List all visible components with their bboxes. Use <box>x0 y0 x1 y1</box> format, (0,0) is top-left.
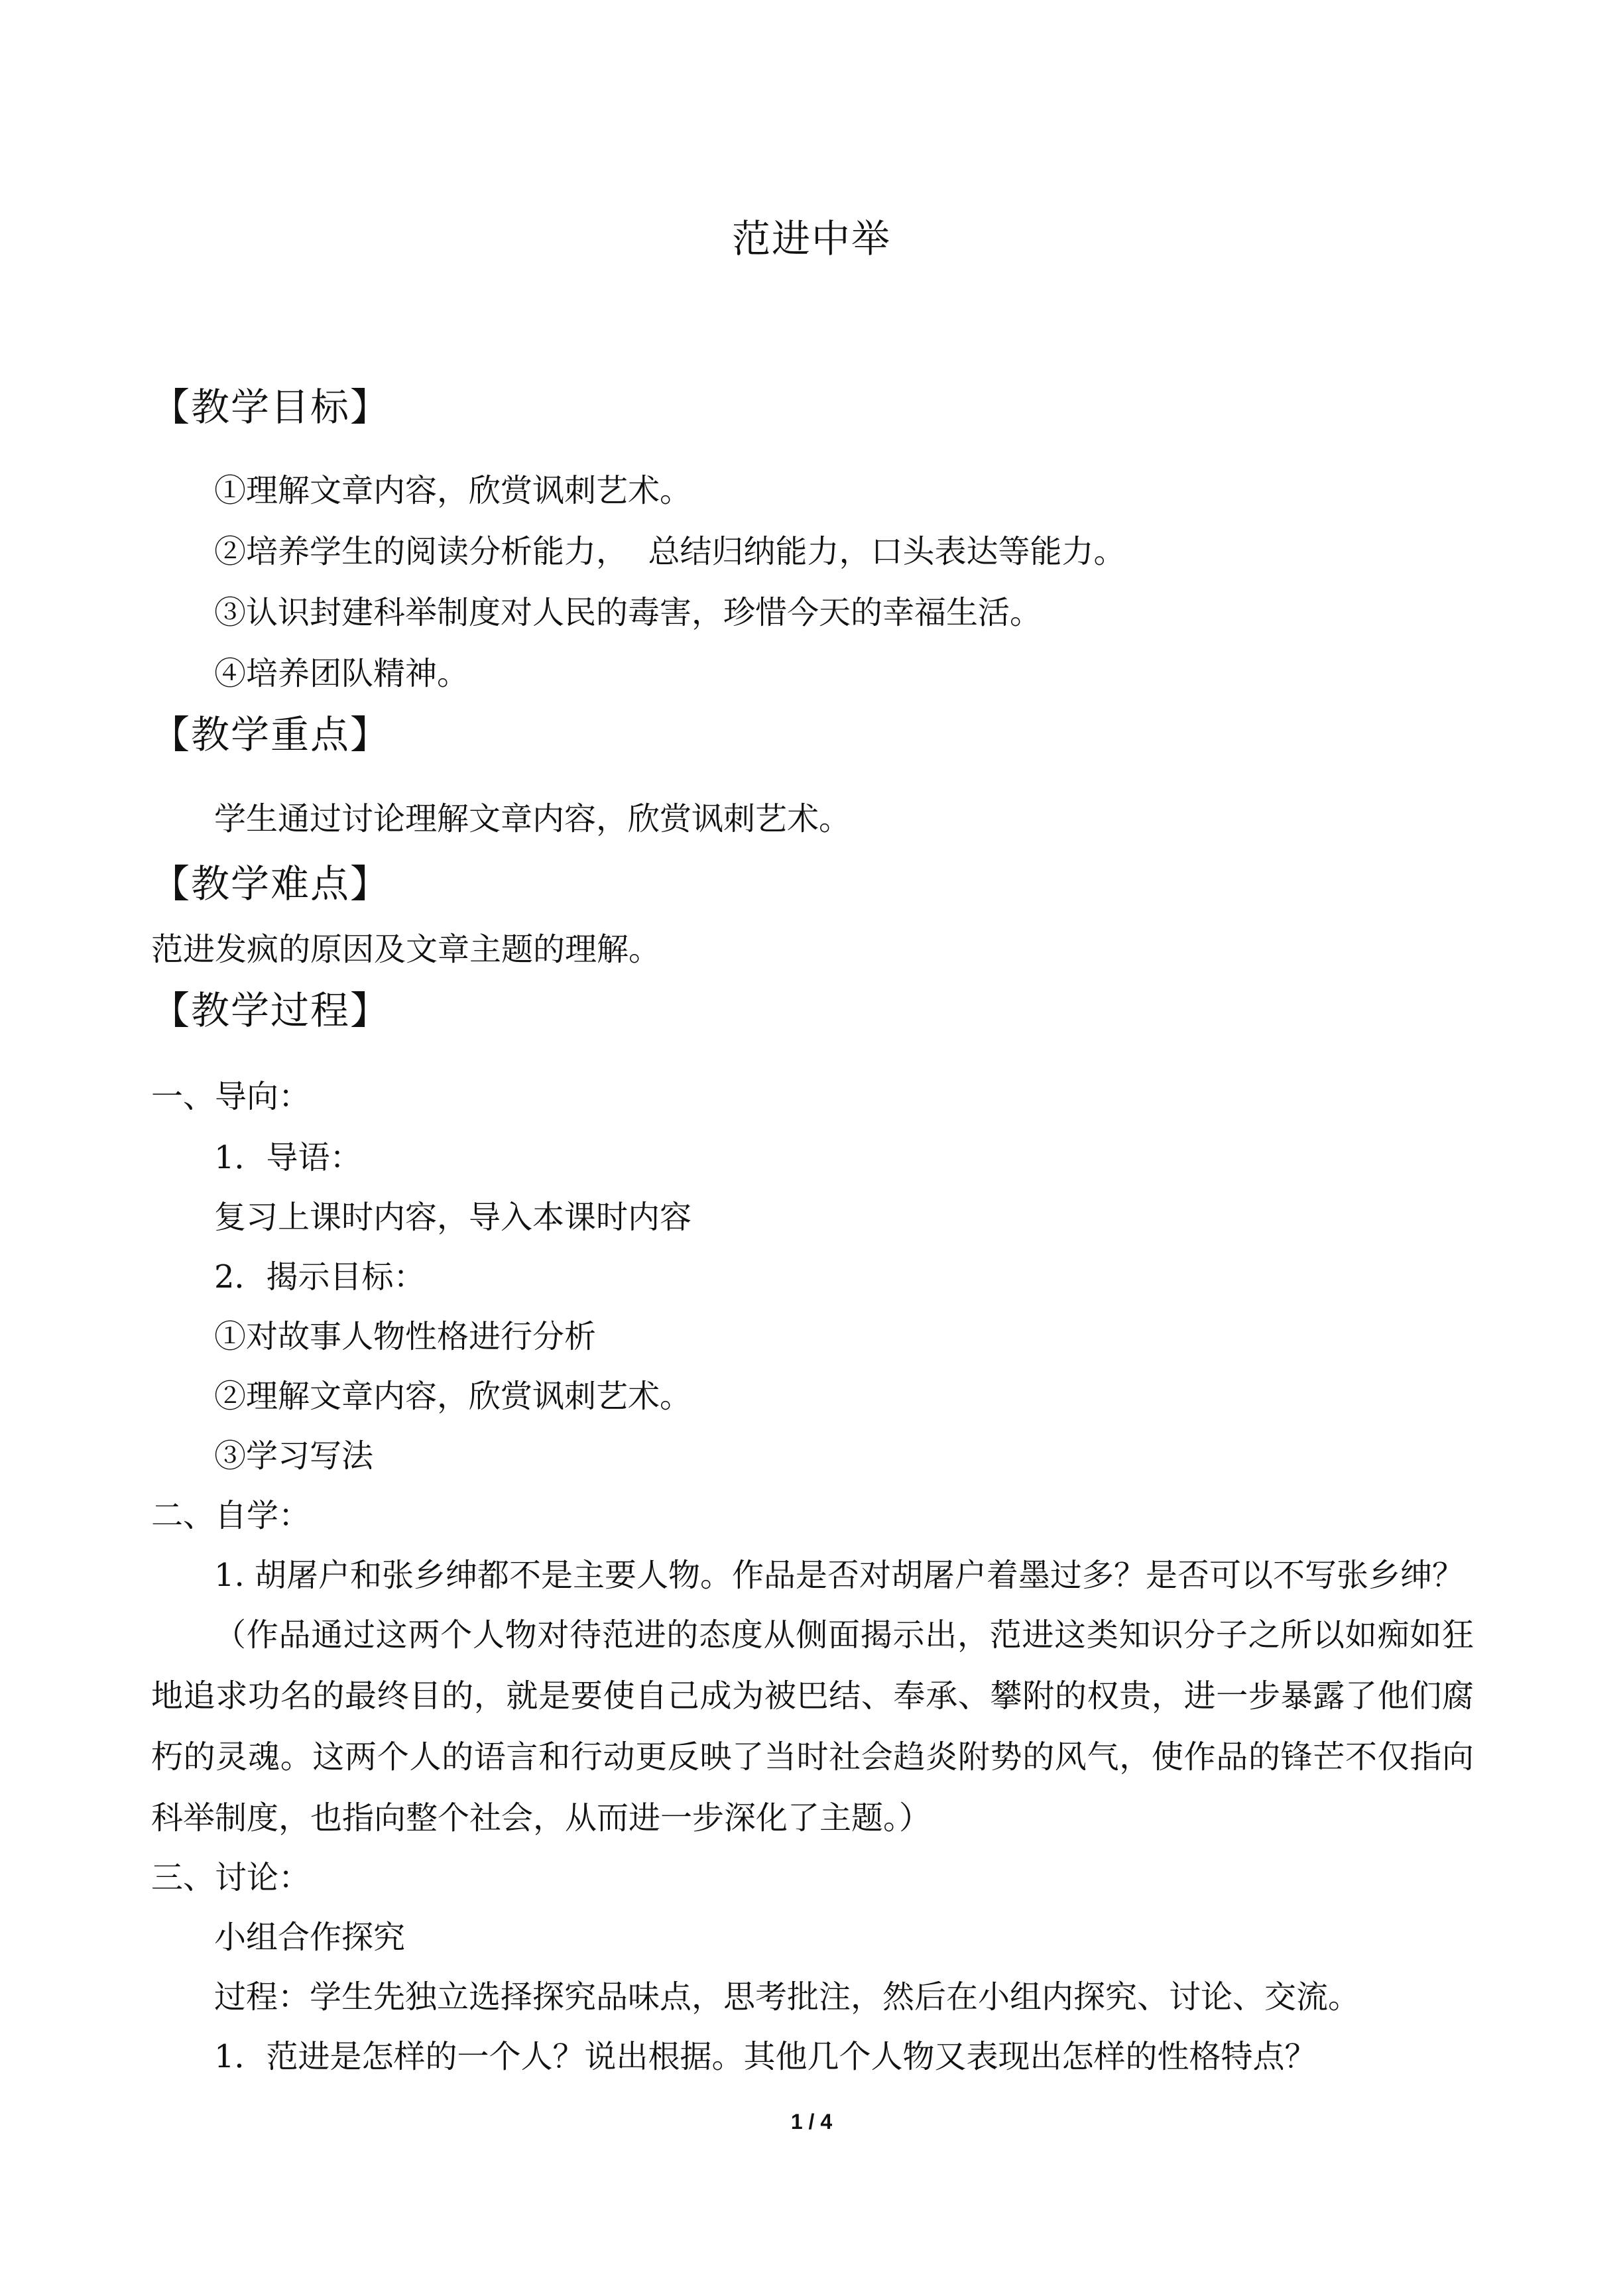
process-heading: 【教学过程】 <box>151 988 391 1033</box>
part1-sub1-text: 复习上课时内容，导入本课时内容 <box>214 1199 692 1236</box>
page-number: 1 / 4 <box>790 2110 833 2134</box>
key-points-text: 学生通过讨论理解文章内容，欣赏讽刺艺术。 <box>214 800 851 837</box>
objective-item-1: ①理解文章内容，欣赏讽刺艺术。 <box>214 472 692 509</box>
part2-question: 1. 胡屠户和张乡绅都不是主要人物。作品是否对胡屠户着墨过多？是否可以不写张乡绅？ <box>214 1557 1465 1594</box>
part3-procedure: 过程：学生先独立选择探究品味点，思考批注，然后在小组内探究、讨论、交流。 <box>214 1978 1360 2016</box>
part1-title: 一、导向： <box>151 1078 311 1115</box>
part1-goal-3: ③学习写法 <box>214 1437 374 1475</box>
objective-item-3: ③认识封建科举制度对人民的毒害，珍惜今天的幸福生活。 <box>214 594 1042 631</box>
objective-item-4: ④培养团队精神。 <box>214 655 469 692</box>
part3-subtitle: 小组合作探究 <box>214 1919 406 1956</box>
part2-answer: （作品通过这两个人物对待范进的态度从侧面揭示出，范进这类知识分子之所以如痴如狂地追求功名的最终目的，就是要使自己成为被巴结、奉承、攀附的权贵，进一步暴露了他们腐朽的灵魂。这两个人的语言和行动更反映了当时社会趋炎附势的风气，使作品的锋芒不仅指向科举制度，也指向整个社会，从而进一步深化了主题。） <box>151 1616 1474 1837</box>
objective-item-2: ②培养学生的阅读分析能力， 总结归纳能力，口头表达等能力。 <box>214 533 1126 570</box>
part1-goal-1: ①对故事人物性格进行分析 <box>214 1318 597 1355</box>
part2-title: 二、自学： <box>151 1497 311 1534</box>
part3-question-1: 1．范进是怎样的一个人？说出根据。其他几个人物又表现出怎样的性格特点？ <box>214 2038 1317 2075</box>
part1-sub1: 1．导语： <box>214 1139 362 1176</box>
part3-title: 三、讨论： <box>151 1859 311 1896</box>
objectives-heading: 【教学目标】 <box>151 385 391 430</box>
key-points-heading: 【教学重点】 <box>151 712 391 757</box>
document-title: 范进中举 <box>731 216 891 261</box>
difficulties-text: 范进发疯的原因及文章主题的理解。 <box>151 931 661 968</box>
difficulties-heading: 【教学难点】 <box>151 861 391 906</box>
part1-goal-2: ②理解文章内容，欣赏讽刺艺术。 <box>214 1378 692 1415</box>
part1-sub2: 2．揭示目标： <box>214 1258 426 1296</box>
